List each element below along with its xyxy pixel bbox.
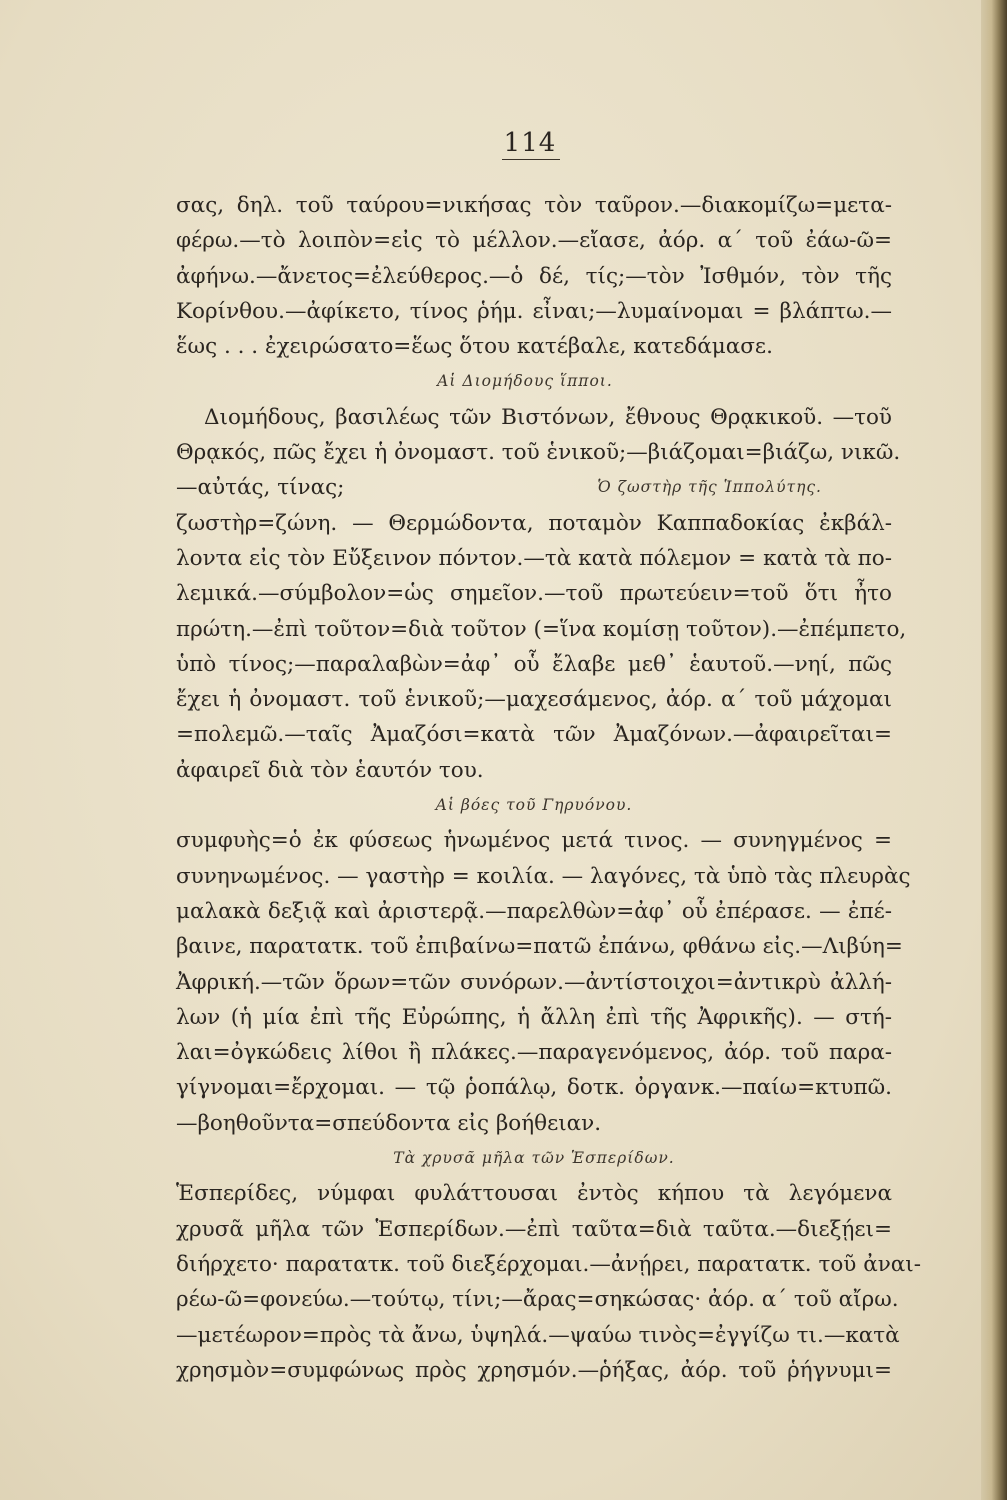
page-number: 114 <box>503 128 557 158</box>
text-line: ρέω-ῶ=φονεύω.—τούτῳ, τίνι;—ἄρας=σηκώσας· ἀόρ. α΄ τοῦ αἴρω. <box>176 1287 899 1313</box>
text-line: ἀφαιρεῖ διὰ τὸν ἑαυτόν του. <box>176 757 484 783</box>
text-line: ἔχει ἡ ὀνομαστ. τοῦ ἑνικοῦ;—μαχεσάμενος, ἀόρ. α΄ τοῦ μάχομαι <box>176 687 892 713</box>
text-line: γίγνομαι=ἔρχομαι. — τῷ ῥοπάλῳ, δοτκ. ὀργανκ.—παίω=κτυπῶ. <box>176 1075 892 1101</box>
text-line: συνηνωμένος. — γαστὴρ = κοιλία. — λαγόνες, τὰ ὑπὸ τὰς πλευρὰς <box>176 863 911 889</box>
text-line: σας, δηλ. τοῦ ταύρου=νικήσας τὸν ταῦρον.—διακομίζω=μετα- <box>176 193 892 218</box>
section-hippolyte <box>176 506 907 788</box>
section-heading-diomedes: Αἱ Διομήδους ἵπποι. <box>437 372 613 391</box>
section-heading-geryon: Αἱ βόες τοῦ Γηρυόνου. <box>435 796 633 815</box>
section-geryon <box>176 823 911 1141</box>
text-line: λαι=ὀγκώδεις λίθοι ἢ πλάκες.—παραγενόμενος, ἀόρ. τοῦ παρα- <box>176 1040 892 1066</box>
text-line: βαινε, παρατατκ. τοῦ ἐπιβαίνω=πατῶ ἐπάνω, φθάνω εἰς.—Λιβύη= <box>176 934 903 960</box>
text-line: ζωστὴρ=ζώνη. — Θερμώδοντα, ποταμὸν Καππαδοκίας ἐκβάλ- <box>176 510 892 536</box>
text-line: —αὐτάς, τίνας; <box>176 475 345 501</box>
page-edge-shadow <box>981 0 1007 1500</box>
text-line: —βοηθοῦντα=σπεύδοντα εἰς βοήθειαν. <box>176 1110 602 1136</box>
text-line: μαλακὰ δεξιᾷ καὶ ἀριστερᾷ.—παρελθὼν=ἀφ᾽ οὗ ἐπέρασε. — ἐπέ- <box>176 898 892 924</box>
text-line: συμφυὴς=ὁ ἐκ φύσεως ἡνωμένος μετά τινος. — συνηγμένος = <box>176 828 892 854</box>
text-line: Ἑσπερίδες, νύμφαι φυλάττουσαι ἐντὸς κήπου τὰ λεγόμενα <box>176 1181 892 1207</box>
text-line: Θρᾳκός, πῶς ἔχει ἡ ὀνομαστ. τοῦ ἑνικοῦ;—βιάζομαι=βιάζω, νικῶ. <box>176 440 901 466</box>
text-line: ἀφήνω.—ἄνετος=ἐλεύθερος.—ὁ δέ, τίς;—τὸν Ἰσθμόν, τὸν τῆς <box>176 263 892 289</box>
section-heading-hippolyte: Ὁ ζωστὴρ τῆς Ἱππολύτης. <box>597 478 822 497</box>
text-line: —μετέωρον=πρὸς τὰ ἄνω, ὑψηλά.—ψαύω τινὸς=ἐγγίζω τι.—κατὰ <box>176 1322 900 1348</box>
text-line: ἕως . . . ἐχειρώσατο=ἕως ὅτου κατέβαλε, κατεδάμασε. <box>176 334 773 360</box>
text-line: =πολεμῶ.—ταῖς Ἀμαζόσι=κατὰ τῶν Ἀμαζόνων.—ἀφαιρεῖται= <box>176 722 892 748</box>
text-line: λων (ἡ μία ἐπὶ τῆς Εὐρώπης, ἡ ἄλλη ἐπὶ τῆς Ἀφρικῆς). — στή- <box>176 1004 892 1030</box>
section-intro <box>176 188 892 364</box>
page-text <box>176 188 922 1388</box>
text-line: χρυσᾶ μῆλα τῶν Ἑσπερίδων.—ἐπὶ ταῦτα=διὰ ταῦτα.—διεξῄει= <box>176 1216 892 1242</box>
text-line: ὑπὸ τίνος;—παραλαβὼν=ἀφ᾽ οὗ ἔλαβε μεθ᾽ ἑαυτοῦ.—νηί, πῶς <box>176 651 892 677</box>
text-line: διήρχετο· παρατατκ. τοῦ διεξέρχομαι.—ἀνῄρει, παρατατκ. τοῦ ἀναι- <box>176 1251 922 1277</box>
text-line: φέρω.—τὸ λοιπὸν=εἰς τὸ μέλλον.—εἴασε, ἀόρ. α΄ τοῦ ἐάω-ῶ= <box>176 228 892 254</box>
section-hesperides <box>176 1176 922 1388</box>
text-line: πρώτη.—ἐπὶ τοῦτον=διὰ τοῦτον (=ἵνα κομίσῃ τοῦτον).—ἐπέμπετο, <box>176 616 907 642</box>
text-line: λοντα εἰς τὸν Εὔξεινον πόντον.—τὰ κατὰ πόλεμον = κατὰ τὰ πο- <box>176 545 892 571</box>
text-line: λεμικά.—σύμβολον=ὡς σημεῖον.—τοῦ πρωτεύειν=τοῦ ὅτι ἦτο <box>176 581 892 607</box>
text-line: Ἀφρική.—τῶν ὅρων=τῶν συνόρων.—ἀντίστοιχοι=ἀντικρὺ ἀλλή- <box>176 969 892 995</box>
text-line: χρησμὸν=συμφώνως πρὸς χρησμόν.—ῥήξας, ἀόρ. τοῦ ῥήγνυμι= <box>176 1357 892 1383</box>
text-line: Διομήδους, βασιλέως τῶν Βιστόνων, ἔθνους Θρᾳκικοῦ. —τοῦ <box>204 404 892 430</box>
section-heading-hesperides: Τὰ χρυσᾶ μῆλα τῶν Ἑσπερίδων. <box>393 1149 675 1168</box>
page-number-rule <box>502 159 560 160</box>
text-line: Κορίνθου.—ἀφίκετο, τίνος ῥήμ. εἶναι;—λυμαίνομαι = βλάπτω.— <box>176 298 892 324</box>
section-diomedes <box>176 400 901 506</box>
